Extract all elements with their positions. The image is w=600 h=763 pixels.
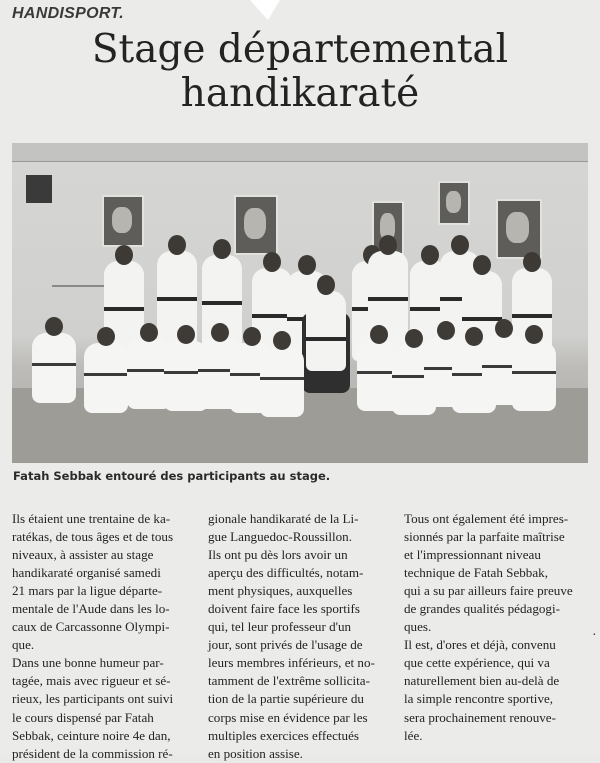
wall-poster xyxy=(496,199,542,259)
text-line: Dans une bonne humeur par- xyxy=(12,655,164,671)
text-line: corps mise en évidence par les xyxy=(208,709,368,725)
kneeling-participant xyxy=(512,341,556,411)
group-photo xyxy=(12,143,588,463)
kneeling-participant xyxy=(84,343,128,413)
text-line: handikaraté organisé samedi xyxy=(12,565,161,581)
text-line: gue Languedoc-Roussillon. xyxy=(208,529,353,545)
text-line: et l'impressionnant niveau xyxy=(404,547,541,563)
text-line: doivent faire face les sportifs xyxy=(208,601,360,617)
text-line: 21 mars par la ligue départe- xyxy=(12,583,163,599)
text-line: multiples exercices effectués xyxy=(208,727,359,743)
speaker-icon xyxy=(26,175,52,203)
text-line: leurs membres inférieurs, et no- xyxy=(208,655,375,671)
article-column-2 xyxy=(208,510,394,763)
article-headline xyxy=(0,28,600,116)
text-line: Sebbak, ceinture noire 4e dan, xyxy=(12,727,171,743)
text-line: Ils ont pu dès lors avoir un xyxy=(208,547,348,563)
section-rubric: HANDISPORT. xyxy=(12,5,125,22)
kneeling-participant xyxy=(260,347,304,417)
text-line: niveaux, à assister au stage xyxy=(12,547,154,563)
wall-poster xyxy=(234,195,278,255)
text-line: président de la commission ré- xyxy=(12,745,173,761)
text-line: gionale handikaraté de la Li- xyxy=(208,511,359,526)
text-line: Ils étaient une trentaine de ka- xyxy=(12,511,171,526)
instructor-seated xyxy=(306,291,346,371)
text-line: Tous ont également été impres- xyxy=(404,511,569,526)
article-column-1 xyxy=(12,510,198,763)
text-line: le cours dispensé par Fatah xyxy=(12,709,154,725)
text-line: ment physiques, auxquelles xyxy=(208,583,353,599)
headline-line-2: handikaraté xyxy=(180,71,420,116)
photo-caption: Fatah Sebbak entouré des participants au stage. xyxy=(13,469,331,483)
text-line: que cette expérience, qui va xyxy=(404,655,550,671)
text-line: tamment de l'extrême sollicita- xyxy=(208,673,370,689)
wall-poster xyxy=(438,181,470,225)
wall-poster xyxy=(102,195,144,247)
text-line: sera prochainement renouve- xyxy=(404,709,556,725)
torn-edge xyxy=(250,0,280,20)
text-line: caux de Carcassonne Olympi- xyxy=(12,619,170,635)
text-line: Il est, d'ores et déjà, convenu xyxy=(404,637,556,653)
text-line: tion de la partie supérieure du xyxy=(208,691,364,707)
text-line: tagée, mais avec rigueur et sé- xyxy=(12,673,171,689)
text-line: lée. xyxy=(404,727,423,743)
text-line: qui a su par ailleurs faire preuve xyxy=(404,583,573,599)
text-line: ques. xyxy=(404,619,432,635)
text-line: la simple rencontre sportive, xyxy=(404,691,554,707)
text-line: mentale de l'Aude dans les lo- xyxy=(12,601,170,617)
article-column-3 xyxy=(404,510,590,745)
text-line: sionnés par la parfaite maîtrise xyxy=(404,529,565,545)
text-line: en position assise. xyxy=(208,745,303,761)
margin-mark: · xyxy=(592,628,597,643)
text-line: naturellement bien au-delà de xyxy=(404,673,560,689)
kneeling-participant xyxy=(32,333,76,403)
text-line: de grandes qualités pédagogi- xyxy=(404,601,560,617)
text-line: ratékas, de tous âges et de tous xyxy=(12,529,174,545)
headline-line-1: Stage départemental xyxy=(91,27,509,72)
text-line: technique de Fatah Sebbak, xyxy=(404,565,548,581)
text-line: aperçu des difficultés, notam- xyxy=(208,565,364,581)
photo-ceiling xyxy=(12,143,588,162)
text-line: jour, sont privés de l'usage de xyxy=(208,637,363,653)
text-line: qui, tel leur professeur d'un xyxy=(208,619,352,635)
text-line: rieux, les participants ont suivi xyxy=(12,691,174,707)
text-line: que. xyxy=(12,637,35,653)
